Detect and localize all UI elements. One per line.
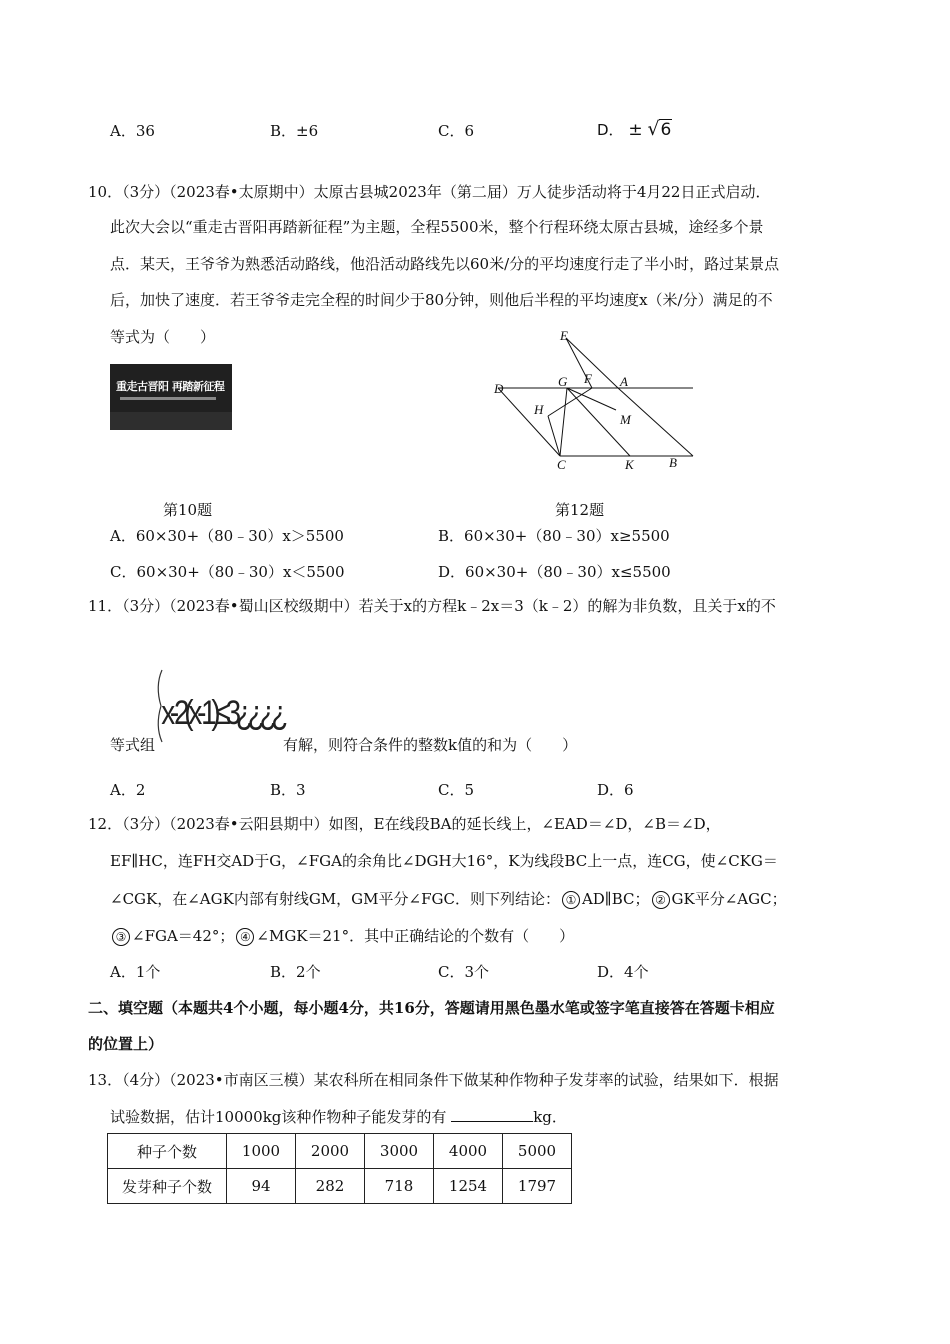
segment-ae [566, 338, 618, 388]
q9-option-d-radicand: 6 [660, 120, 672, 140]
table-cell: 5000 [503, 1134, 572, 1169]
q11-tail: 有解，则符合条件的整数k值的和为（ ） [283, 736, 578, 754]
table-cell: 282 [296, 1169, 365, 1204]
q13-answer-blank[interactable] [451, 1107, 533, 1122]
caption-q12: 第12题 [555, 501, 605, 519]
q13-line-2 [110, 1106, 567, 1127]
table-cell: 3000 [365, 1134, 434, 1169]
q9-option-d-pm: ± [628, 120, 643, 140]
inequality-system [153, 666, 293, 746]
section-2-heading-line-1: 二、填空题（本题共4个小题，每小题4分，共16分，答题请用黑色墨水笔或签字笔直接答在答题卡相应 [88, 999, 775, 1017]
q12-option-d: D．4个 [597, 963, 649, 981]
q12-line-3-pre: ∠CGK，在∠AGK内部有射线GM，GM平分∠FGC．则下列结论： [110, 890, 560, 908]
segment-gc [560, 388, 567, 456]
q12-line-2: EF∥HC，连FH交AD于G，∠FGA的余角比∠DGH大16°，K为线段BC上一点，连CG，使∠CKG＝ [110, 852, 778, 870]
q9-option-d [597, 118, 672, 140]
table-cell: 4000 [434, 1134, 503, 1169]
q10-option-d: D．60×30+（80﹣30）x≤5500 [438, 563, 671, 581]
event-photo [110, 364, 232, 430]
label-m: M [620, 412, 631, 427]
label-h: H [534, 402, 544, 417]
label-k: K [625, 457, 634, 472]
table-row-header: 种子个数 [108, 1134, 227, 1169]
q12-line-3 [110, 888, 787, 909]
table-cell: 94 [227, 1169, 296, 1204]
q9-option-a: A．36 [110, 122, 155, 140]
q12-conclusion-2: GK平分∠AGC； [671, 890, 787, 908]
q10-line-3: 点．某天，王爷爷为熟悉活动路线，他沿活动路线先以60米/分的平均速度行走了半小时，路过某景点 [110, 255, 780, 273]
table-row [108, 1169, 572, 1204]
circled-two-icon: ② [652, 891, 670, 909]
geometry-figure [480, 328, 700, 478]
q12-option-b: B．2个 [270, 963, 321, 981]
q13-line-1: 13．（4分）（2023•市南区三模）某农科所在相同条件下做某种作物种子发芽率的试验，结果如下．根据 [88, 1071, 779, 1089]
q9-option-c: C．6 [438, 122, 475, 140]
event-photo-ground [110, 412, 232, 430]
q12-option-c: C．3个 [438, 963, 490, 981]
q11-option-d: D．6 [597, 781, 634, 799]
label-g: G [558, 374, 568, 389]
q13-line-2-post: kg． [533, 1108, 567, 1126]
q12-conclusion-1: AD∥BC； [581, 890, 650, 908]
q12-line-1: 12．（3分）（2023春•云阳县期中）如图，E在线段BA的延长线上，∠EAD＝∠D，∠B＝∠D， [88, 815, 721, 833]
inequality-system-text: x-2(x-1)≤3¿¿¿¿ [161, 693, 289, 732]
circled-four-icon: ④ [236, 928, 254, 946]
q12-conclusion-3: ∠FGA＝42°； [132, 927, 235, 945]
q11-lead: 等式组 [110, 736, 156, 754]
table-row-header: 发芽种子个数 [108, 1169, 227, 1204]
label-d: D [494, 381, 504, 396]
caption-q10: 第10题 [163, 501, 213, 519]
label-b: B [669, 455, 677, 470]
q10-line-1: 10．（3分）（2023春•太原期中）太原古县城2023年（第二届）万人徒步活动将于4月22日正式启动． [88, 183, 771, 201]
q10-line-2: 此次大会以“重走古晋阳再踏新征程”为主题，全程5500米，整个行程环绕太原古县城，途经多个景 [110, 218, 764, 236]
table-cell: 1797 [503, 1169, 572, 1204]
segment-dc [498, 388, 560, 456]
event-photo-text: 重走古晋阳 再踏新征程 [116, 380, 225, 393]
table-row [108, 1134, 572, 1169]
label-a: A [620, 374, 628, 389]
label-f: F [584, 371, 592, 386]
q13-line-2-pre: 试验数据，估计10000kg该种作物种子能发芽的有 [110, 1108, 447, 1126]
label-c: C [557, 457, 566, 472]
q11-line-1: 11．（3分）（2023春•蜀山区校级期中）若关于x的方程k﹣2x＝3（k﹣2）的解为非负数，且关于x的不 [88, 597, 776, 615]
seed-germination-table [107, 1133, 572, 1204]
sqrt-icon: √ [647, 118, 660, 140]
circled-one-icon: ① [562, 891, 580, 909]
q11-option-a: A．2 [110, 781, 146, 799]
label-e: E [560, 328, 568, 343]
q12-option-a: A．1个 [110, 963, 161, 981]
q10-option-c: C．60×30+（80﹣30）x＜5500 [110, 563, 345, 581]
event-photo-subtitle-bar [120, 397, 216, 400]
q11-option-c: C．5 [438, 781, 475, 799]
circled-three-icon: ③ [112, 928, 130, 946]
q10-option-b: B．60×30+（80﹣30）x≥5500 [438, 527, 670, 545]
table-cell: 1254 [434, 1169, 503, 1204]
section-2-heading-line-2: 的位置上） [88, 1035, 164, 1053]
q9-option-d-label: D． [597, 121, 624, 139]
table-cell: 2000 [296, 1134, 365, 1169]
q9-option-b: B．±6 [270, 122, 319, 140]
q11-option-b: B．3 [270, 781, 306, 799]
q10-line-4: 后，加快了速度．若王爷爷走完全程的时间少于80分钟，则他后半程的平均速度x（米/分）满足的不 [110, 291, 773, 309]
table-cell: 718 [365, 1169, 434, 1204]
q10-line-5: 等式为（ ） [110, 328, 216, 346]
q10-option-a: A．60×30+（80﹣30）x＞5500 [110, 527, 344, 545]
table-cell: 1000 [227, 1134, 296, 1169]
q12-line-4 [110, 925, 574, 946]
segment-fh [548, 388, 592, 416]
q12-conclusion-4: ∠MGK＝21°．其中正确结论的个数有（ ） [256, 927, 575, 945]
